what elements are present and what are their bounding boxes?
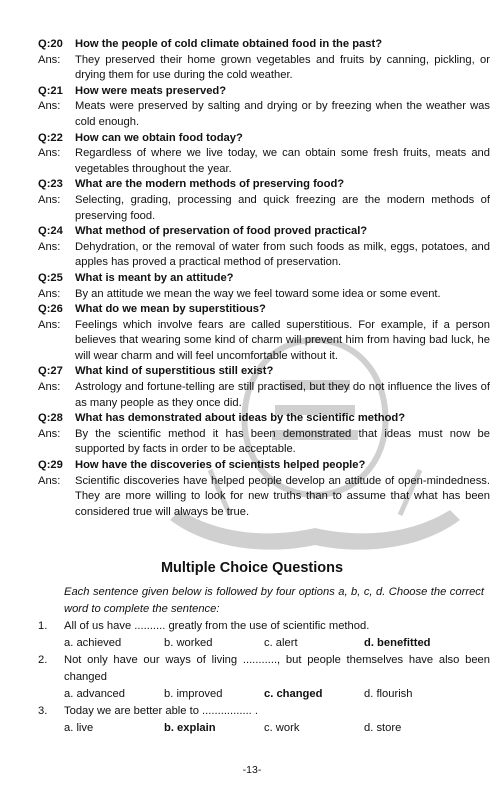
- mcq-stem-row: [38, 618, 490, 635]
- question-text: What is meant by an attitude?: [75, 271, 234, 284]
- question-row: [38, 411, 490, 427]
- mcq-option-correct: c. changed: [264, 688, 323, 700]
- question-text: How the people of cold climate obtained food in the past?: [75, 38, 383, 50]
- mcq-number: 2.: [38, 654, 48, 666]
- question-label: Q:22: [38, 131, 63, 144]
- question-label: Q:20: [38, 38, 63, 50]
- question-row: [38, 271, 490, 287]
- question-text: What has demonstrated about ideas by the scientific method?: [75, 412, 406, 425]
- mcq-option: b. worked: [164, 637, 213, 649]
- answer-text: Astrology and fortune-telling are still practised, but they do not influence the lives of as many people as they once did.: [75, 381, 490, 409]
- mcq-option: d. flourish: [364, 688, 413, 700]
- mcq-option: a. live: [64, 722, 94, 734]
- question-label: Q:25: [38, 271, 63, 284]
- mcq-option: b. improved: [164, 688, 223, 700]
- question-label: Q:24: [38, 225, 63, 238]
- mcq-options: [64, 720, 490, 737]
- answer-row: [38, 53, 490, 84]
- mcq-stem-row: [38, 703, 490, 720]
- question-text: What are the modern methods of preserving food?: [75, 178, 345, 191]
- question-label: Q:23: [38, 178, 63, 191]
- answer-label: Ans:: [38, 427, 61, 440]
- answer-label: Ans:: [38, 381, 61, 394]
- question-row: [38, 224, 490, 240]
- answer-label: Ans:: [38, 100, 61, 113]
- answer-label: Ans:: [38, 147, 61, 160]
- question-row: [38, 458, 490, 474]
- question-text: How have the discoveries of scientists helped people?: [75, 459, 366, 472]
- mcq-option-correct: b. explain: [164, 722, 216, 734]
- question-label: Q:27: [38, 365, 63, 378]
- mcq-number: 3.: [38, 705, 48, 717]
- question-text: What do we mean by superstitious?: [75, 303, 266, 316]
- question-text: How can we obtain food today?: [75, 131, 243, 144]
- answer-label: Ans:: [38, 474, 61, 487]
- answer-text: By an attitude we mean the way we feel toward some idea or some event.: [75, 287, 441, 300]
- answer-text: Meats were preserved by salting and drying or by freezing when the weather was cold enough.: [75, 100, 490, 128]
- question-label: Q:28: [38, 412, 63, 425]
- answer-label: Ans:: [38, 287, 61, 300]
- answer-text: Selecting, grading, processing and quick freezing are the modern methods of preserving food.: [75, 193, 490, 222]
- answer-row: [38, 318, 490, 365]
- mcq-stem-row: [38, 652, 490, 686]
- answer-text: They preserved their home grown vegetables and fruits by canning, pickling, or drying them for use during the cold weather.: [75, 53, 490, 82]
- page-number: -13-: [242, 764, 262, 776]
- mcq-list: [38, 618, 490, 737]
- answer-row: [38, 146, 490, 177]
- answer-label: Ans:: [38, 318, 61, 331]
- answer-label: Ans:: [38, 193, 61, 206]
- mcq-options: [64, 686, 490, 703]
- mcq-option: a. advanced: [64, 688, 125, 700]
- mcq-options: [64, 635, 490, 652]
- question-label: Q:21: [38, 84, 63, 97]
- mcq-option: d. store: [364, 722, 402, 734]
- mcq-option-correct: d. benefitted: [364, 637, 431, 649]
- answer-text: By the scientific method it has been demonstrated that ideas must now be supported by facts in order to be acceptable.: [75, 427, 490, 456]
- answer-row: [38, 287, 490, 303]
- question-label: Q:26: [38, 303, 63, 316]
- mcq-stem: All of us have .......... greatly from the use of scientific method.: [64, 620, 370, 632]
- mcq-number: 1.: [38, 620, 48, 632]
- question-answer-list: [38, 37, 490, 520]
- mcq-option: c. work: [264, 722, 300, 734]
- answer-row: [38, 427, 490, 458]
- question-row: [38, 131, 490, 147]
- question-text: What method of preservation of food proved practical?: [75, 225, 368, 238]
- answer-label: Ans:: [38, 53, 61, 66]
- question-text: How were meats preserved?: [75, 84, 227, 97]
- answer-row: [38, 474, 490, 521]
- mcq-option: a. achieved: [64, 637, 122, 649]
- question-label: Q:29: [38, 459, 63, 472]
- question-row: [38, 177, 490, 193]
- mcq-option: c. alert: [264, 637, 298, 649]
- question-row: [38, 364, 490, 380]
- mcq-stem: Not only have our ways of living ..........., but people themselves have also been changed: [64, 654, 490, 683]
- question-row: [38, 37, 490, 53]
- answer-label: Ans:: [38, 240, 61, 253]
- answer-text: Dehydration, or the removal of water from such foods as milk, eggs, potatoes, and apples has proved a practical method of preservation.: [75, 240, 490, 269]
- question-row: [38, 302, 490, 318]
- answer-row: [38, 193, 490, 224]
- answer-text: Regardless of where we live today, we can obtain some fresh fruits, meats and vegetables throughout the year.: [75, 147, 490, 175]
- mcq-instructions: Each sentence given below is followed by four options a, b, c, d. Choose the correct word to complete the sentence:: [64, 586, 484, 615]
- answer-row: [38, 380, 490, 411]
- mcq-stem: Today we are better able to ................ .: [64, 705, 259, 717]
- answer-row: [38, 99, 490, 130]
- answer-text: Feelings which involve fears are called superstitious. For example, if a person believes that wearing some kind of charm will prevent him from having bad luck, he will wear charm and will feel uncomfortable without it.: [75, 318, 490, 362]
- answer-row: [38, 240, 490, 271]
- answer-text: Scientific discoveries have helped people develop an attitude of open-mindedness. They are more willing to look for new truths than to assume that what has been considered true will always be true.: [75, 474, 490, 518]
- question-text: What kind of superstitious still exist?: [75, 365, 274, 378]
- mcq-heading: Multiple Choice Questions: [160, 560, 344, 576]
- question-row: [38, 84, 490, 100]
